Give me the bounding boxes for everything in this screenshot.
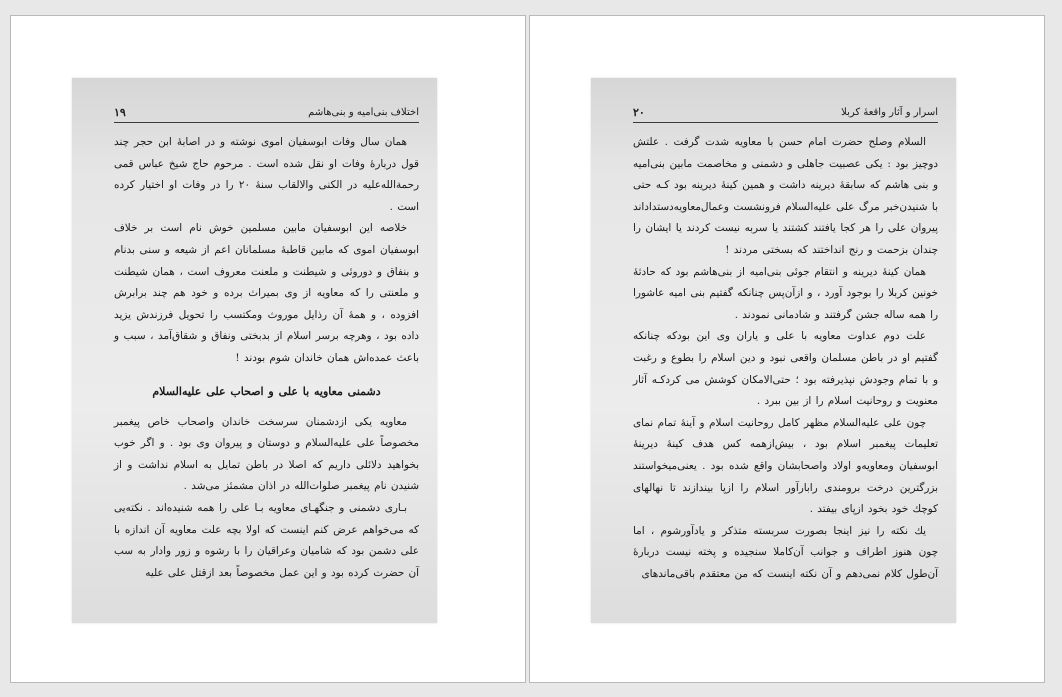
header-title: اختلاف بنی‌امیه و بنی‌هاشم xyxy=(308,107,419,118)
paragraph: همان کینهٔ دیرینه و انتقام جوئی بنی‌امیه از بنی‌هاشم بود که حادثهٔ خونین کربلا را بوجود آورد ، و ازآن‌پس چنانکه گفتیم بنی امیه عاشورا را همه ساله جشن گرفتند و شادمانی نمودند . xyxy=(633,265,938,321)
page-number: ۲۰ xyxy=(633,106,645,119)
header-title: اسرار و آثار واقعهٔ کربلا xyxy=(841,107,938,118)
page-number: ۱۹ xyxy=(114,106,126,119)
page-body-text xyxy=(114,132,419,613)
paragraph: یك نکته را نیز اینجا بصورت سربسته متذکر و یادآورشوم ، اما چون هنوز اطراف و جوانب آن‌کاملا سنجیده و پخته نیست دربارهٔ آن‌طول کلام نمی‌دهم و آن نکته اینست که من معتقدم باقی‌ماندهای xyxy=(633,524,938,580)
paragraph: همان سال وفات ابوسفیان اموی نوشته و در اصابهٔ ابن حجر چند قول دربارهٔ وفات او نقل شده است . مرحوم حاج شیخ عباس قمی رحمة‌الله‌علیه در الکنی والالقاب سنهٔ ۲۰ را در وفات او اختیار کرده است . xyxy=(114,136,419,213)
paragraph: علت دوم عداوت معاویه با علی و یاران وی این بودکه چنانکه گفتیم او در باطن مسلمان واقعی نبود و دین اسلام را بطوع و رغبت و با تمام وجودش نپذیرفته بود ؛ حتی‌الامکان کوشش می کردکـه آثار معنویت و روحانیت اسلام را از بین ببرد . xyxy=(633,330,938,408)
scanned-page-image xyxy=(72,78,437,623)
page-sheet-left xyxy=(10,15,526,683)
paragraph: معاویه یکی ازدشمنان سرسخت خاندان واصحاب خاص پیغمبر مخصوصاً علی علیه‌السلام و دوستان و پیروان وی بود . و اگر خوب بخواهید دلائلی داریم که اصلا در باطن تمایل به اسلام نداشت و از شنیدن نام پیغمبر صلوات‌الله در اذان مشمئز می‌شد . xyxy=(114,415,419,493)
section-heading: دشمنی معاویه با علی و اصحاب علی علیه‌السلام xyxy=(152,384,381,398)
paragraph: چون علی علیه‌السلام مظهر کامل روحانیت اسلام و آینهٔ تمام نمای تعلیمات پیغمبر اسلام بود ، بیش‌ازهمه کس هدف کینهٔ دیرینهٔ ابوسفیان ومعاویه‌و اولاد واصحابشان واقع شده بود . یعنی‌میخواستند بزرگترین درخت برومندی رابارآور اسلام را ازپا بیندازند تا نهالهای کوچك خود بخود ازپای بیفتد . xyxy=(633,416,938,516)
scanned-page-image xyxy=(591,78,956,623)
running-header xyxy=(633,104,938,123)
paragraph: بـاری دشمنی و جنگهـای معاویه بـا علی را همه شنیده‌اند . نکته‌یی که می‌خواهم عرض کنم اینست که اولا بچه علت معاویه آن اندازه با علی دشمن بود که شامیان وعراقیان را با رشوه و زور وادار به سب آن حضرت کرده بود و این عمل مخصوصاً بعد ازقتل علی علیه xyxy=(114,501,419,579)
paragraph: السلام وصلح حضرت امام حسن با معاویه شدت گرفت . علتش دوچیز بود : یکی عصبیت جاهلی و دشمنی و مخاصمت مابین بنی‌امیه و بنی هاشم که سابقهٔ دیرینه داشت و همین کینهٔ دیرینه بود کـه حتی با شنیدن‌خبر مرگ علی علیه‌السلام فرونشست وعمال‌معاویه‌دستداداند پیروان علی را هر کجا یافتند کشتند یا سربه نیست کردند یا ایشان را چندان بزحمت و رنج انداختند که بسختی مردند ! xyxy=(633,136,938,256)
page-body-text xyxy=(633,132,938,613)
page-sheet-right xyxy=(529,15,1045,683)
running-header xyxy=(114,104,419,123)
paragraph: خلاصه این ابوسفیان مابین مسلمین خوش نام است بر خلاف ابوسفیان اموی که مابین قاطبهٔ مسلمانان اعم از شیعه و سنی بدنام و بنفاق و دوروئی و شیطنت و ملعنت معروف است ، همان شیطنت و ملعنتی را که معاویه از وی بمیراث برده و خود هم چند برابرش افزوده ، و همهٔ آن رذایل موروث ومکتسب را تحویل فرزندش یزید داده بود ، وهرچه برسر اسلام از بدبختی ونفاق و شقاق‌آمد ، سبب و باعث عمده‌اش همان خاندان شوم بودند ! xyxy=(114,222,419,364)
